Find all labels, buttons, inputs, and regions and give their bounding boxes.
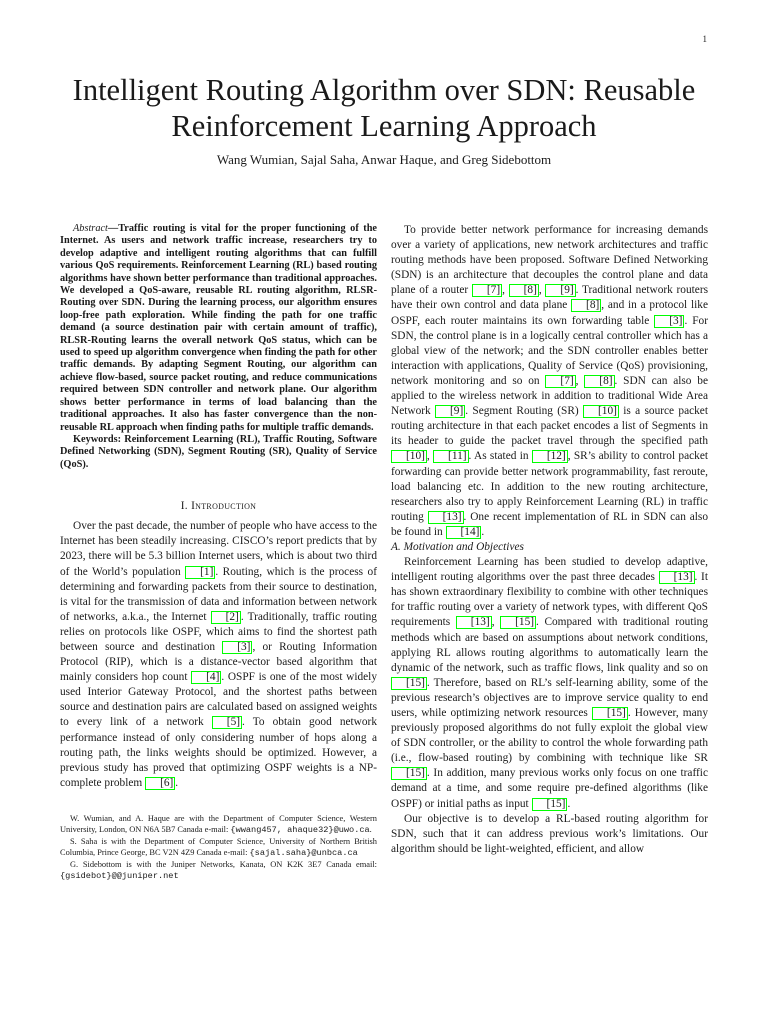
- citation-link[interactable]: [15]: [391, 767, 427, 780]
- left-column: [60, 223, 377, 882]
- body-paragraph: Our objective is to develop a RL-based routing algorithm for SDN, such that it can address previous work’s limitations. Our algorithm should be light-weighted, efficient, and allow: [391, 812, 708, 855]
- section-heading-introduction: [60, 499, 377, 514]
- citation-link[interactable]: [14]: [446, 526, 482, 539]
- footnote: G. Sidebottom is with the Juniper Networks, Kanata, ON K2K 3E7 Canada email: {gsidebot}@@juniper.net: [60, 859, 377, 881]
- abstract-text: —Traffic routing is vital for the proper functioning of the Internet. As users and network traffic increase, researchers try to develop adaptive and intelligent routing algorithms that can fulfill various QoS requirements. Reinforcement Learning (RL) based routing algorithms have shown better performance than traditional approaches. We developed a QoS-aware, reusable RL routing algorithm, RLSR-Routing over SDN. During the learning process, our algorithm ensures loop-free path exploration. While finding the path for one traffic demand (a source destination pair with certain amount of traffic), RLSR-Routing learns the overall network QoS status, which can be used to speed up algorithm convergence when finding the path for other traffic demands. By adapting Segment Routing, our algorithm can achieve flow-based, source packet routing, and reduce communications required between SDN controller and network plane. Our algorithm shows better performance in terms of load balancing than the traditional approaches. It also has faster convergence than the non-reusable RL approach when finding paths for multiple traffic demands.: [60, 223, 377, 433]
- author-list: Wang Wumian, Sajal Saha, Anwar Haque, and Greg Sidebottom: [216, 152, 552, 167]
- citation-link[interactable]: [6]: [145, 777, 175, 790]
- email-address: {sajal.saha}@unbca.ca: [249, 847, 358, 858]
- citation-link[interactable]: [12]: [532, 450, 568, 463]
- citation-link[interactable]: [13]: [456, 616, 492, 629]
- citation-link[interactable]: [2]: [211, 611, 241, 624]
- citation-link[interactable]: [10]: [391, 450, 427, 463]
- citation-link[interactable]: [9]: [545, 284, 575, 297]
- abstract-label: Abstract: [73, 223, 108, 234]
- intro-paragraph: Over the past decade, the number of people who have access to the Internet has been steadily increasing. CISCO’s report predicts that by 2023, there will be 5.3 billion Internet users, which is about two third of the World’s population [1] . Routing, which is the process of determining and forwarding packets from their source to destination, is vital for the transmission of data and information between network of networks, a.k.a., the Internet [2] . Traditionally, traffic routing relies on protocols like OSPF, which aims to find the shortest path between source and destination [3] , or Routing Information Protocol (RIP), which is a distance-vector based algorithm that mainly considers hop count [4] . OSPF is one of the most widely used Interior Gateway Protocol, and the shortest paths between source and destination pairs are calculated based on assigned weights to every link of a network [5] . To obtain good network performance instead of only considering number of hops along a routing path, the links weights should be optimized. However, a previous study has proved that optimizing OSPF weights is a NP-complete problem [6] .: [60, 520, 377, 789]
- citation-link[interactable]: [15]: [532, 798, 568, 811]
- right-column: [391, 223, 708, 857]
- citation-link[interactable]: [15]: [592, 707, 628, 720]
- email-address: {wwang457, ahaque32}@uwo.ca: [230, 824, 370, 835]
- citation-link[interactable]: [10]: [583, 405, 619, 418]
- footnote: W. Wumian, and A. Haque are with the Department of Computer Science, Western University, London, ON N6A 5B7 Canada e-mail: {wwang457, ahaque32}@uwo.ca.: [60, 813, 377, 835]
- author-footnotes: [60, 813, 377, 882]
- citation-link[interactable]: [7]: [472, 284, 502, 297]
- keywords: Keywords: Reinforcement Learning (RL), Traffic Routing, Software Defined Networking (SDN), Segment Routing (SR), Quality of Service (QoS).: [60, 433, 377, 470]
- citation-link[interactable]: [8]: [584, 375, 614, 388]
- citation-link[interactable]: [3]: [222, 641, 252, 654]
- email-address: {gsidebot}@@juniper.net: [60, 870, 179, 881]
- page-number: 1: [702, 34, 707, 44]
- abstract: [60, 223, 377, 434]
- citation-link[interactable]: [13]: [659, 571, 695, 584]
- citation-link[interactable]: [1]: [185, 566, 215, 579]
- citation-link[interactable]: [11]: [433, 450, 468, 463]
- citation-link[interactable]: [4]: [191, 671, 221, 684]
- footnote: S. Saha is with the Department of Computer Science, University of Northern British Columbia, Prince George, BC V2N 4Z9 Canada e-mail: {sajal.saha}@unbca.ca: [60, 836, 377, 858]
- citation-link[interactable]: [8]: [571, 299, 601, 312]
- section-numeral: I.: [180, 500, 188, 513]
- body-paragraph: To provide better network performance for increasing demands over a variety of applications, new network architectures and traffic routing methods have been proposed. Software Defined Networking (SDN) is an architecture that decouples the control plane and data plane of a router [7] , [8] , [9] . Traditional network routers have their own control and data plane [8] , and in a protocol like OSPF, each router maintains its own forwarding table [3] . For SDN, the control plane is in a logically central controller which has a global view of the network; and the SDN controller enables better interaction with applications, Quality of Service (QoS) provisioning, network monitoring and so on [7] , [8] . SDN can also be applied to the wireless network in addition to traditional Wide Area Network [9] . Segment Routing (SR) [10] is a source packet routing architecture in that each packet encodes a list of Segments in its header to guide the packet travel through the specified path [10] , [11] . As stated in [12] , SR’s ability to control packet forwarding can provide better network programmability, fast reroute, load balancing etc. In addition to the new routing architecture, researchers also try to apply Reinforcement Learning (RL) in traffic routing [13] . One recent implementation of RL in SDN can also be found in [14] .: [391, 224, 709, 538]
- citation-link[interactable]: [13]: [428, 511, 464, 524]
- citation-link[interactable]: [3]: [654, 315, 684, 328]
- paper-title: Intelligent Routing Algorithm over SDN: Reusable Reinforcement Learning Approach: [72, 73, 696, 143]
- citation-link[interactable]: [7]: [545, 375, 575, 388]
- body-paragraph: Reinforcement Learning has been studied to develop adaptive, intelligent routing algorithms over the past three decades [13] . It has shown extraordinary flexibility to combine with other techniques for traffic routing over a variety of network types, with different QoS requirements [13] , [15] . Compared with traditional routing methods which are based on assumptions about network conditions, applying RL allows routing algorithms to automatically learn the dynamic of the network, such as traffic flows, link quality and so on [15] . Therefore, based on RL’s self-learning ability, some of the previous research’s objectives are to improve service quality to end users, while optimizing network resources [15] . However, many previously proposed algorithms do not fully exploit the global view of SDN controller, or the ability to control the whole forwarding path (i.e., flow-based routing) by combining with technique like SR [15] . In addition, many previous works only focus on one traffic demand at a time, and some require pre-defined algorithms (like OSPF) or initial paths as input [15] .: [391, 556, 708, 810]
- citation-link[interactable]: [15]: [500, 616, 536, 629]
- subsection-heading: A. Motivation and Objectives: [391, 540, 524, 553]
- citation-link[interactable]: [5]: [212, 716, 242, 729]
- citation-link[interactable]: [9]: [435, 405, 465, 418]
- section-title: Introduction: [191, 500, 257, 513]
- citation-link[interactable]: [15]: [391, 677, 427, 690]
- citation-link[interactable]: [8]: [509, 284, 539, 297]
